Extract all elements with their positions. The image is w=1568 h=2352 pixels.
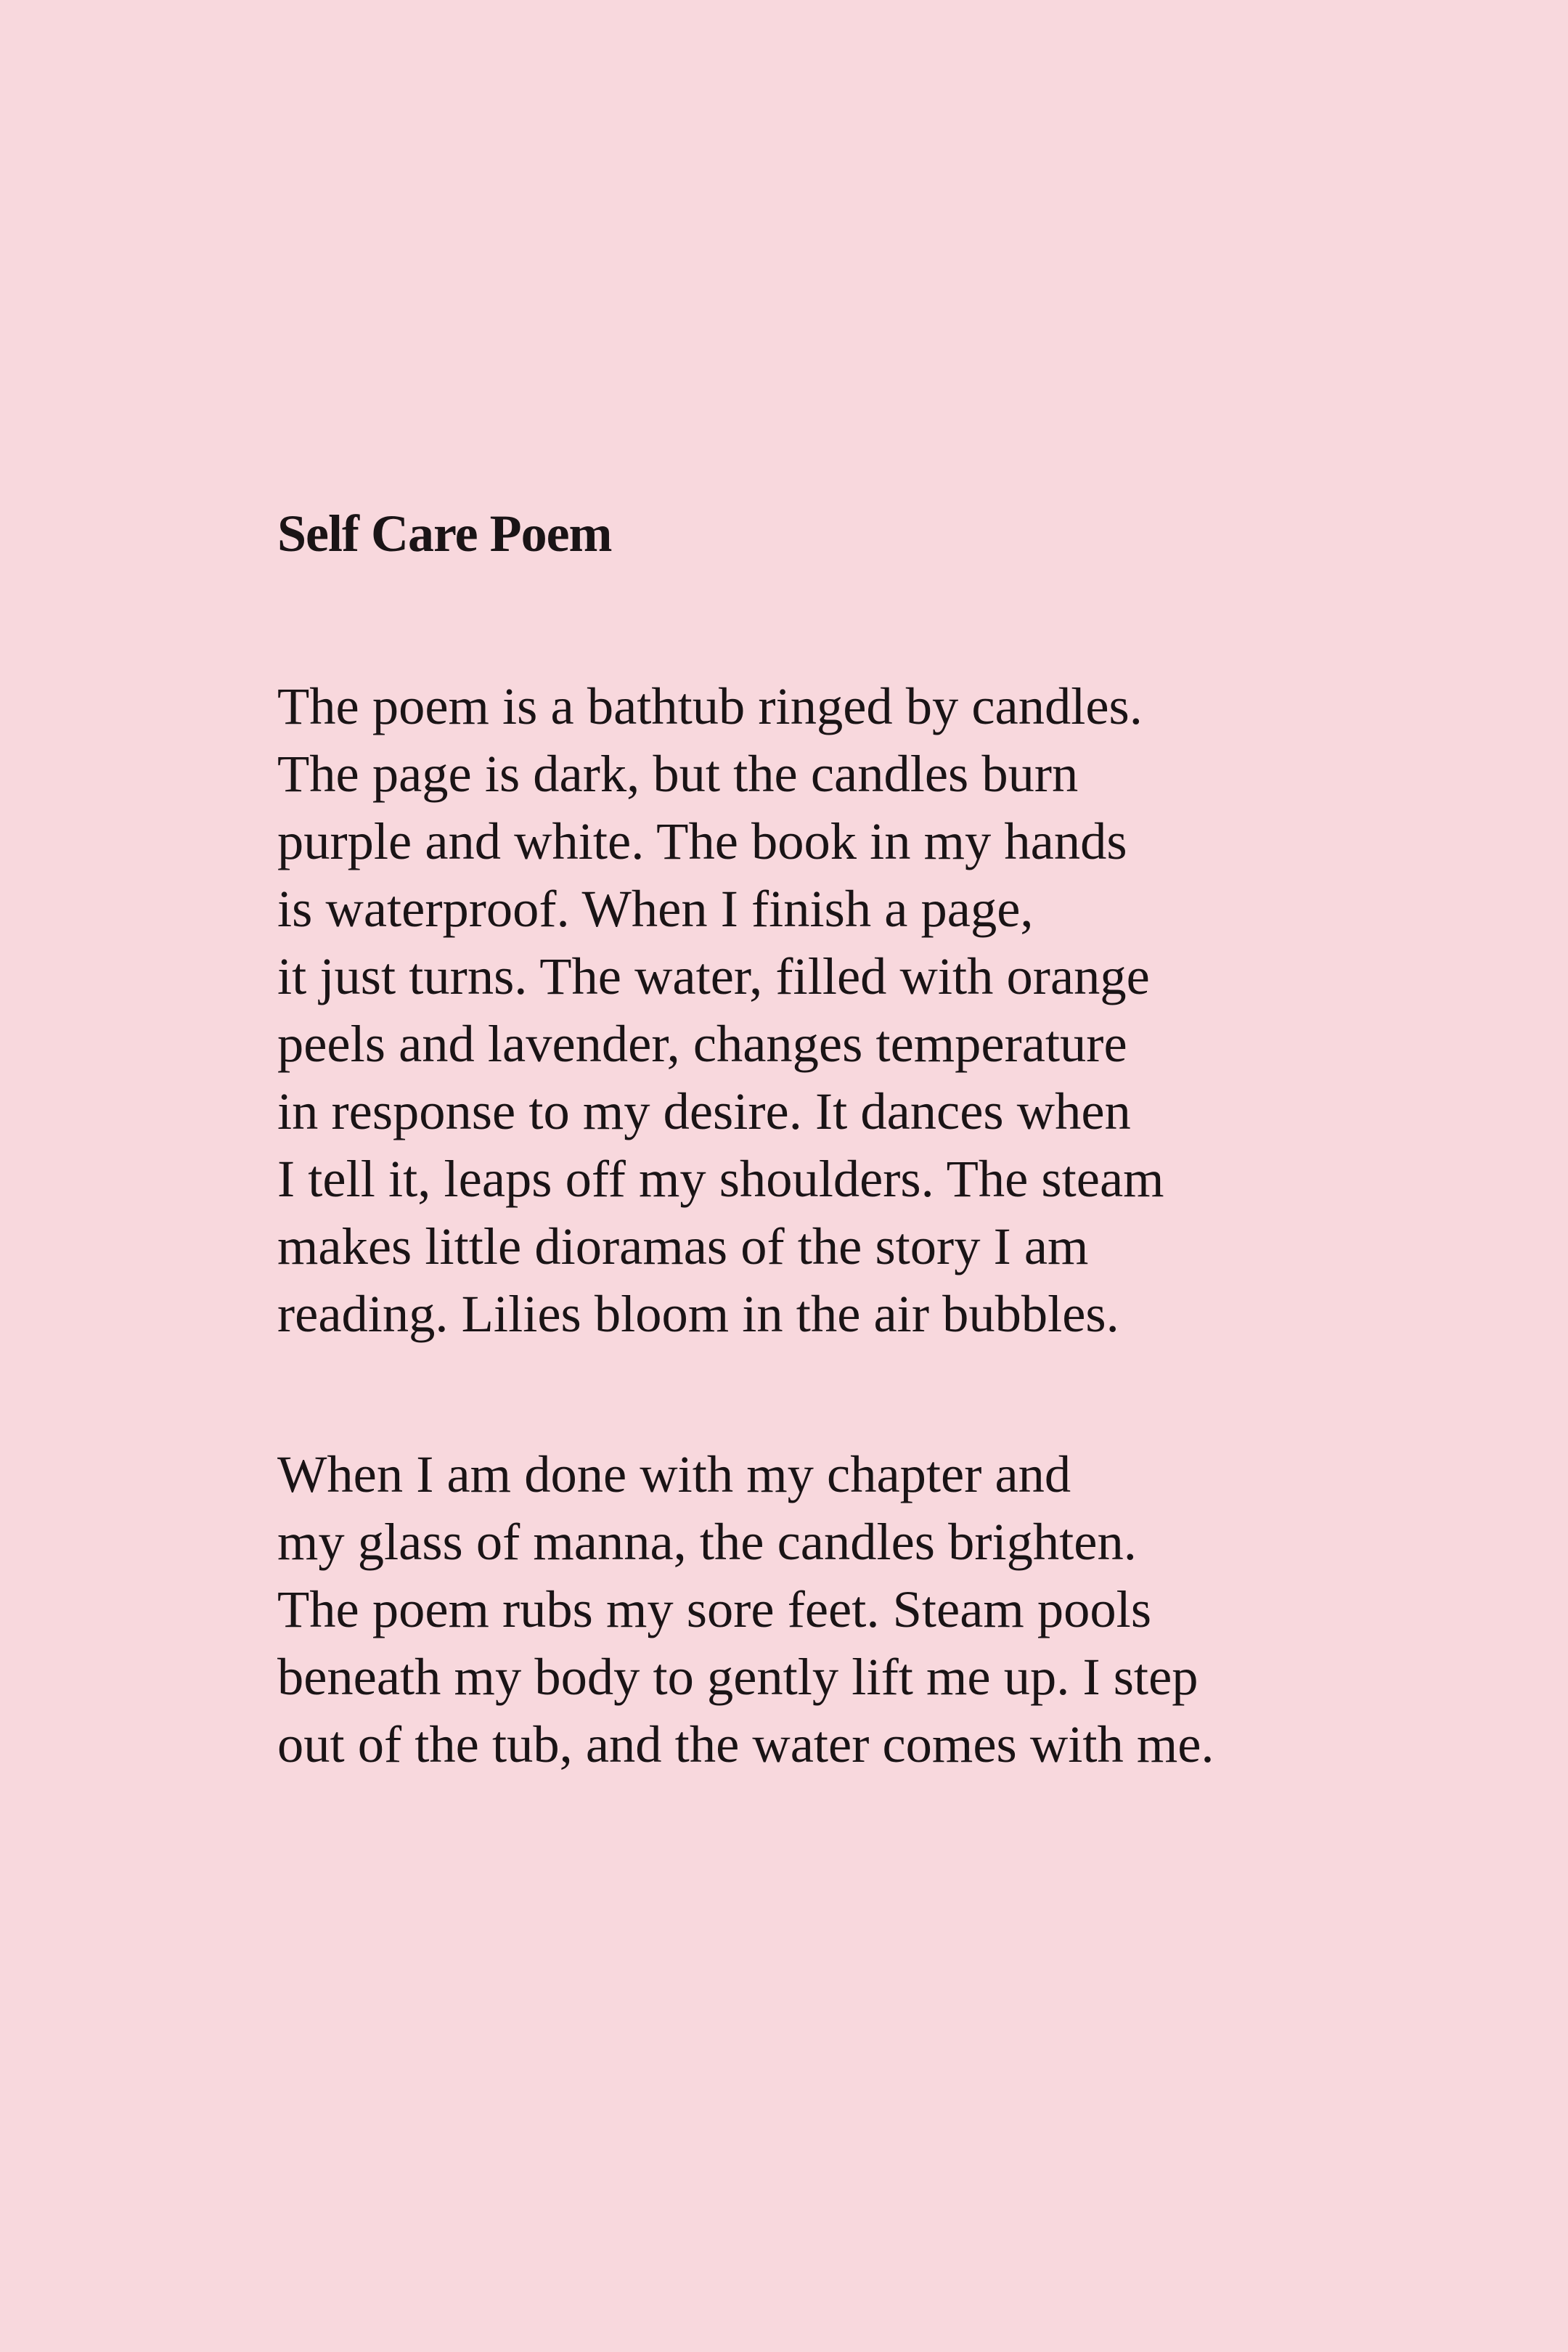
poem-line: my glass of manna, the candles brighten.: [277, 1512, 1137, 1571]
poem-title: Self Care Poem: [277, 505, 612, 563]
poem-line: When I am done with my chapter and: [277, 1445, 1071, 1503]
poem-line: The poem is a bathtub ringed by candles.: [277, 677, 1143, 735]
poem-line: is waterproof. When I finish a page,: [277, 879, 1034, 938]
poem-line: beneath my body to gently lift me up. I step: [277, 1647, 1199, 1706]
poem-line: makes little dioramas of the story I am: [277, 1217, 1089, 1275]
poem-line: out of the tub, and the water comes with me.: [277, 1715, 1214, 1773]
poem-line: purple and white. The book in my hands: [277, 812, 1127, 870]
poem-line: The poem rubs my sore feet. Steam pools: [277, 1580, 1152, 1638]
stanza-1: [277, 672, 1511, 1347]
poem-line: peels and lavender, changes temperature: [277, 1014, 1127, 1073]
poem-container: [277, 501, 1511, 1871]
poem-line: it just turns. The water, filled with orange: [277, 947, 1150, 1005]
stanza-2: [277, 1440, 1511, 1778]
poem-line: reading. Lilies bloom in the air bubbles.: [277, 1284, 1119, 1343]
poem-line: The page is dark, but the candles burn: [277, 744, 1079, 803]
poem-line: in response to my desire. It dances when: [277, 1082, 1131, 1140]
poem-line: I tell it, leaps off my shoulders. The steam: [277, 1149, 1164, 1208]
